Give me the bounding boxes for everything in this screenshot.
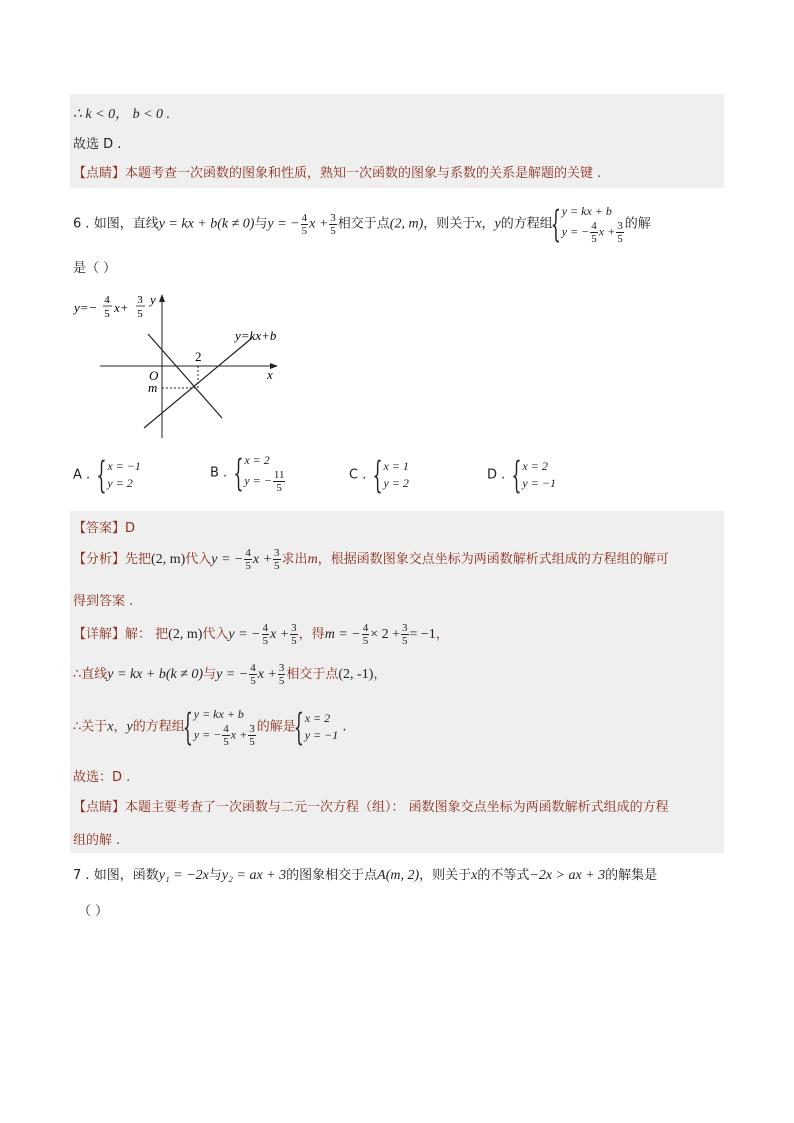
solution-comment-2: 组的解 . — [73, 833, 121, 848]
question-7-stem: 7 . 如图，函数y₁ = −2x与y₂ = ax + 3的图象相交于点A(m, 2)，则关于x的不等式−2x > ax + 3的解集是 — [73, 868, 658, 883]
solution-comment-1: 【点睛】本题主要考查了一次函数与二元一次方程（组）： 函数图象交点坐标为两函数解析式组成的方程 — [73, 800, 669, 815]
equation-system: { y = kx + b y = − $\frac{4}{5}$ x + $\frac{3}{5}$ — [553, 203, 625, 245]
svg-text:5: 5 — [137, 308, 143, 320]
label-y: y — [150, 292, 156, 307]
prev-comment: 【点睛】本题考查一次函数的图象和性质，熟知一次函数的图象与系数的关系是解题的关键 . — [73, 166, 602, 181]
analysis-line-2: 得到答案 . — [73, 594, 134, 609]
label-origin: O — [149, 368, 159, 383]
option-b[interactable]: B . { x = 2 y = − $\frac{11}{5}$ — [210, 452, 286, 494]
question-6-graph — [70, 290, 300, 442]
label-m: m — [148, 380, 158, 395]
detail-line-2: ∴直线y = kx + b(k ≠ 0)与y = − $\frac{4}{5}$ x + $\frac{3}{5}$ 相交于点(2, -1)， — [73, 662, 387, 687]
svg-text:3: 3 — [137, 294, 143, 306]
question-7-stem-cont: （ ） — [78, 904, 109, 919]
prev-choice: 故选 D . — [73, 137, 122, 152]
option-c[interactable]: C . { x = 1 y = 2 — [349, 458, 409, 492]
question-6-stem: 6 . 如图，直线y = kx + b(k ≠ 0)与y = − $\frac{4}{5}$ x + $\frac{3}{5}$ 相交于点(2, m)，则关于x，y的方程组 { y = kx + b y = − $\frac{4}{5}$ x + $\frac{3}{5}$ 的解 — [73, 203, 651, 245]
label-line2: y=kx+b — [235, 328, 277, 343]
svg-text:5: 5 — [104, 308, 110, 320]
detail-choice: 故选：D . — [73, 770, 131, 785]
option-a[interactable]: A . { x = −1 y = 2 — [73, 458, 141, 492]
option-d[interactable]: D . { x = 2 y = −1 — [487, 458, 556, 492]
label-line1: y=− — [74, 300, 98, 315]
y-axis-arrow — [159, 294, 165, 302]
prev-conclusion: ∴ k < 0， b < 0 . — [73, 107, 171, 122]
label-x: x — [267, 367, 273, 382]
line-decreasing — [148, 334, 222, 418]
answer-line: 【答案】D — [73, 521, 136, 536]
analysis-line-1: 【分析】先把(2, m)代入y = − $\frac{4}{5}$ x + $\frac{3}{5}$ 求出m，根据函数图象交点坐标为两函数解析式组成的方程组的解可 — [73, 547, 669, 572]
detail-line-3: ∴关于x，y的方程组 { y = kx + b y = − $\frac{4}{5}$ x + $\frac{3}{5}$ 的解是 { x = 2 y = −1 . — [73, 706, 347, 748]
svg-text:x+: x+ — [114, 300, 129, 315]
svg-text:4: 4 — [104, 294, 110, 306]
detail-line-1: 【详解】解： 把(2, m)代入y = − $\frac{4}{5}$ x + $\frac{3}{5}$ ，得m = − $\frac{4}{5}$ × 2 + $\frac{3}{5}$ = −1， — [73, 622, 449, 647]
label-2: 2 — [195, 349, 202, 364]
question-6-stem-cont: 是（ ） — [73, 261, 117, 276]
